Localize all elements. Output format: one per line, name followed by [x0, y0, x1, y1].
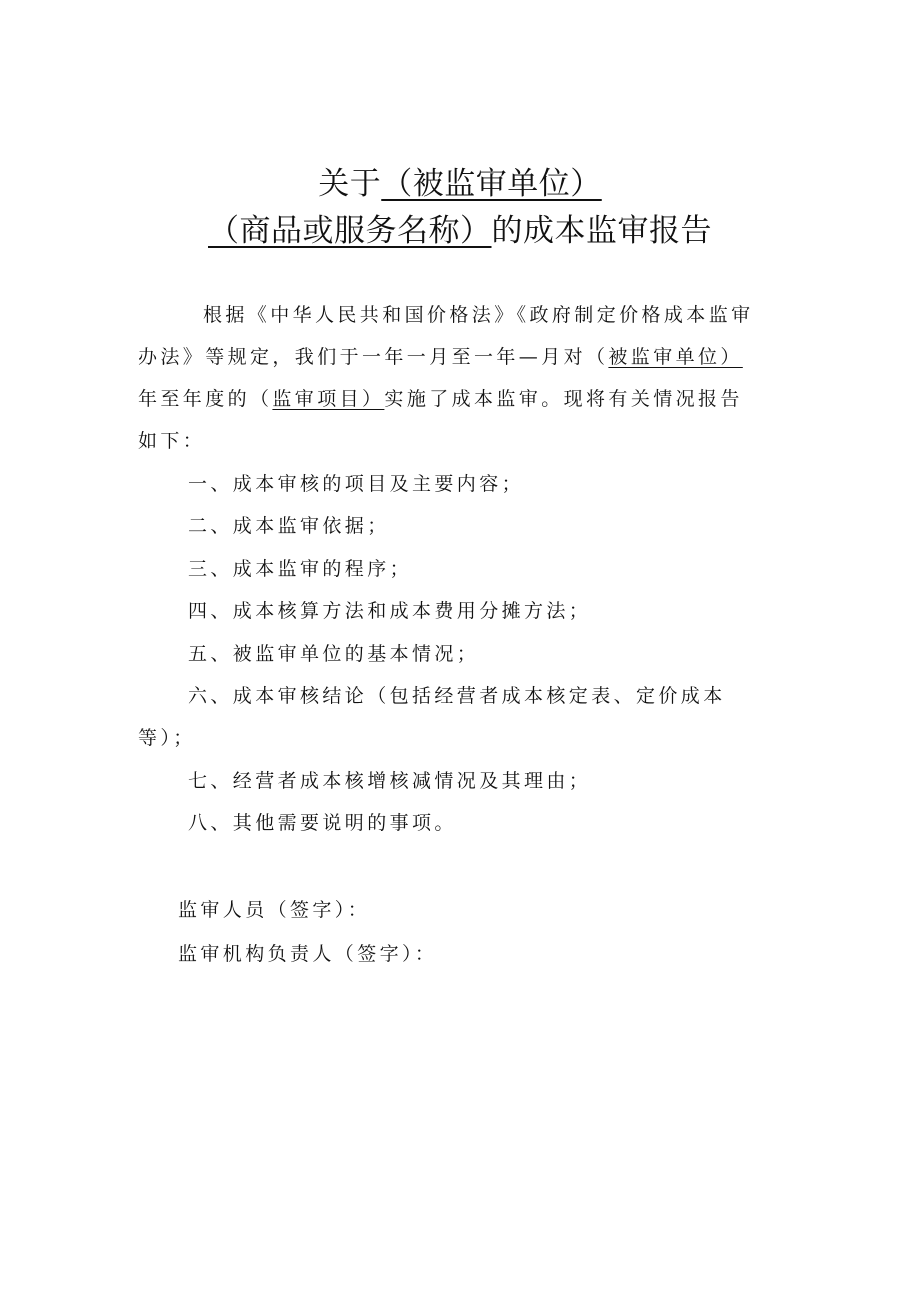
- report-item-1: 一、成本审核的项目及主要内容；: [188, 473, 525, 495]
- report-title-line-1: [0, 164, 920, 204]
- intro-line-1: 根据《中华人民共和国价格法》《政府制定价格成本监审: [203, 304, 754, 326]
- report-item-4: 四、成本核算方法和成本费用分摊方法；: [188, 600, 592, 622]
- intro-line-3: [138, 385, 743, 413]
- report-item-3: 三、成本监审的程序；: [188, 558, 413, 580]
- intro-line-2-text: 办法》等规定，我们于一年一月至一年—月对（: [138, 346, 609, 368]
- intro-audited-unit-placeholder: 被监审单位）: [608, 346, 743, 368]
- report-item-6-continuation: 等）；: [138, 727, 196, 749]
- report-item-2: 二、成本监审依据；: [188, 515, 390, 537]
- report-item-7: 七、经营者成本核增核减情况及其理由；: [188, 770, 592, 792]
- institution-head-signature-line: 监审机构负责人（签字）：: [178, 943, 438, 965]
- intro-line-2: [138, 343, 743, 371]
- auditor-signature-line: 监审人员（签字）：: [178, 899, 371, 921]
- intro-line-3-prefix: 年至年度的（: [138, 388, 273, 410]
- title-prefix: 关于: [318, 166, 382, 202]
- report-item-5: 五、被监审单位的基本情况；: [188, 643, 480, 665]
- title-suffix: 的成本监审报告: [491, 213, 712, 249]
- intro-line-4: 如下：: [138, 430, 206, 452]
- intro-line-3-suffix: 实施了成本监审。现将有关情况报告: [384, 388, 743, 410]
- report-item-8: 八、其他需要说明的事项。: [188, 812, 457, 834]
- title-goods-service-placeholder: （商品或服务名称）: [208, 213, 492, 249]
- intro-audit-project-placeholder: 监审项目）: [272, 388, 385, 410]
- title-audited-unit-placeholder: （被监审单位）: [381, 166, 602, 202]
- report-title-line-2: [0, 211, 920, 251]
- report-item-6: 六、成本审核结论（包括经营者成本核定表、定价成本: [188, 685, 726, 707]
